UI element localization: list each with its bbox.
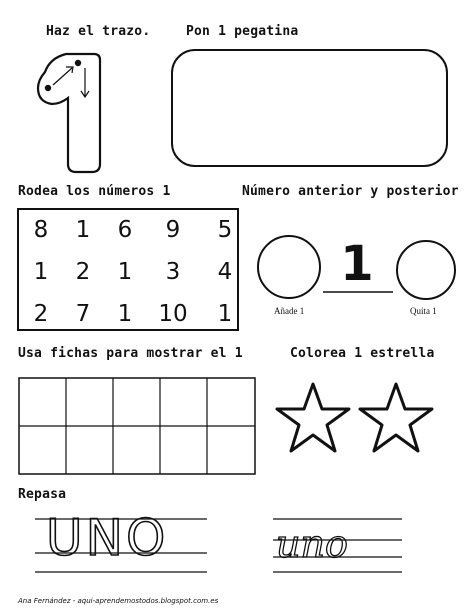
grid-number[interactable]: 2 (75, 259, 91, 285)
dotted-word-lower: uno (276, 522, 348, 566)
grid-number[interactable]: 9 (165, 217, 181, 243)
grid-number[interactable]: 5 (217, 217, 233, 243)
ten-frame-heading: Usa fichas para mostrar el 1 (18, 346, 243, 361)
grid-number[interactable]: 7 (75, 301, 91, 327)
dotted-word-upper: UNO (46, 509, 169, 567)
grid-number[interactable]: 1 (117, 301, 133, 327)
circle-numbers-heading: Rodea los números 1 (18, 184, 171, 199)
grid-number[interactable]: 8 (33, 217, 49, 243)
grid-number[interactable]: 6 (117, 217, 133, 243)
grid-number[interactable]: 2 (33, 301, 49, 327)
center-number: 1 (340, 236, 374, 292)
grid-number[interactable]: 1 (33, 259, 49, 285)
add-one-label: Añade 1 (274, 306, 305, 316)
grid-number[interactable]: 4 (217, 259, 233, 285)
subtract-one-label: Quita 1 (410, 306, 437, 316)
footer-credit: Ana Fernández - aqui-aprendemostodos.blogspot.com.es (18, 597, 219, 605)
sticker-heading: Pon 1 pegatina (186, 24, 299, 39)
grid-number[interactable]: 1 (75, 217, 91, 243)
grid-number[interactable]: 10 (158, 301, 188, 327)
before-after-heading: Número anterior y posterior (242, 184, 459, 199)
color-star-heading: Colorea 1 estrella (290, 346, 435, 361)
grid-number[interactable]: 1 (217, 301, 233, 327)
grid-number[interactable]: 1 (117, 259, 133, 285)
grid-number[interactable]: 3 (165, 259, 181, 285)
review-heading: Repasa (18, 487, 67, 502)
trace-heading: Haz el trazo. (46, 24, 151, 39)
